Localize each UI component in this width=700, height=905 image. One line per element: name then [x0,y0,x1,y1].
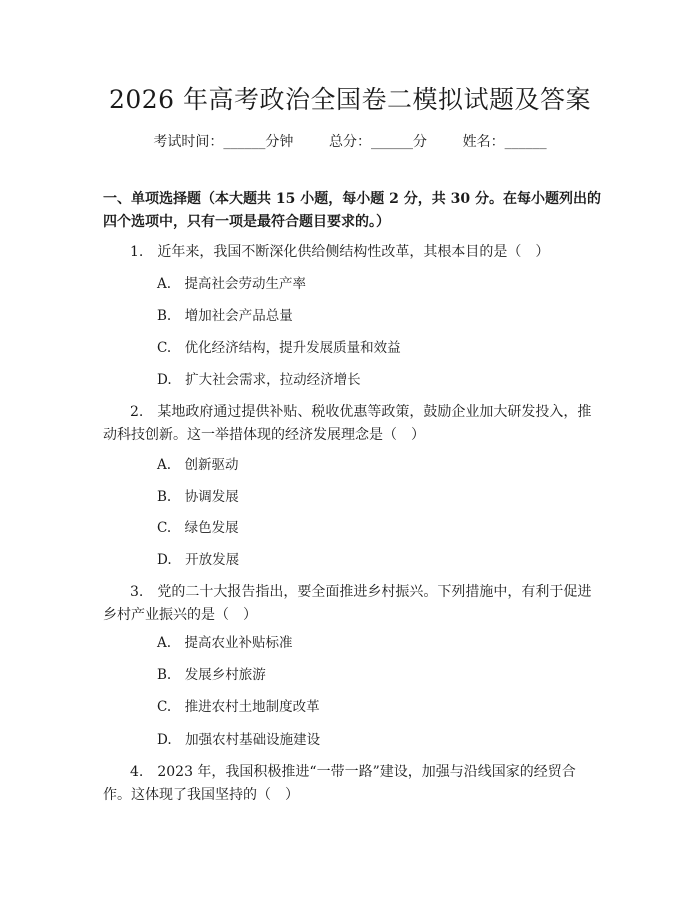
time-label: 考试时间： [153,134,224,150]
name-label: 姓名： [462,134,505,150]
option-a: A. 提高农业补贴标准 [157,635,293,651]
exam-info-line [0,132,700,152]
option-a: A. 提高社会劳动生产率 [157,276,307,292]
time-blank: ______ [223,134,266,150]
question-stem: 1. 近年来，我国不断深化供给侧结构性改革，其根本目的是（ ） [130,244,550,260]
option-d: D. 扩大社会需求，拉动经济增长 [157,372,361,388]
section-header: 一、单项选择题（本大题共 15 小题，每小题 2 分，共 30 分。在每小题列出的四个选项中，只有一项是最符合题目要求的。） [103,191,601,230]
option-c: C. 优化经济结构，提升发展质量和效益 [157,340,401,356]
option-c: C. 绿色发展 [157,520,239,536]
time-unit: 分钟 [265,134,294,150]
option-d: D. 加强农村基础设施建设 [157,732,321,748]
question-stem: 2. 某地政府通过提供补贴、税收优惠等政策，鼓励企业加大研发投入，推动科技创新。这一举措体现的经济发展理念是（ ） [103,404,592,443]
score-unit: 分 [413,134,427,150]
option-d: D. 开放发展 [157,552,240,568]
score-blank: ______ [371,134,413,150]
page-title: 2026 年高考政治全国卷二模拟试题及答案 [108,85,592,114]
option-a: A. 创新驱动 [157,457,239,473]
option-b: B. 增加社会产品总量 [157,308,293,324]
option-c: C. 推进农村土地制度改革 [157,699,320,715]
score-label: 总分： [329,134,371,150]
option-b: B. 发展乡村旅游 [157,667,266,683]
option-b: B. 协调发展 [157,489,239,505]
question-stem: 4. 2023 年，我国积极推进“一带一路”建设，加强与沿线国家的经贸合作。这体现了我国坚持的（ ） [103,764,576,803]
name-blank: ______ [504,134,547,150]
question-stem: 3. 党的二十大报告指出，要全面推进乡村振兴。下列措施中，有利于促进乡村产业振兴的是（ ） [103,584,592,623]
